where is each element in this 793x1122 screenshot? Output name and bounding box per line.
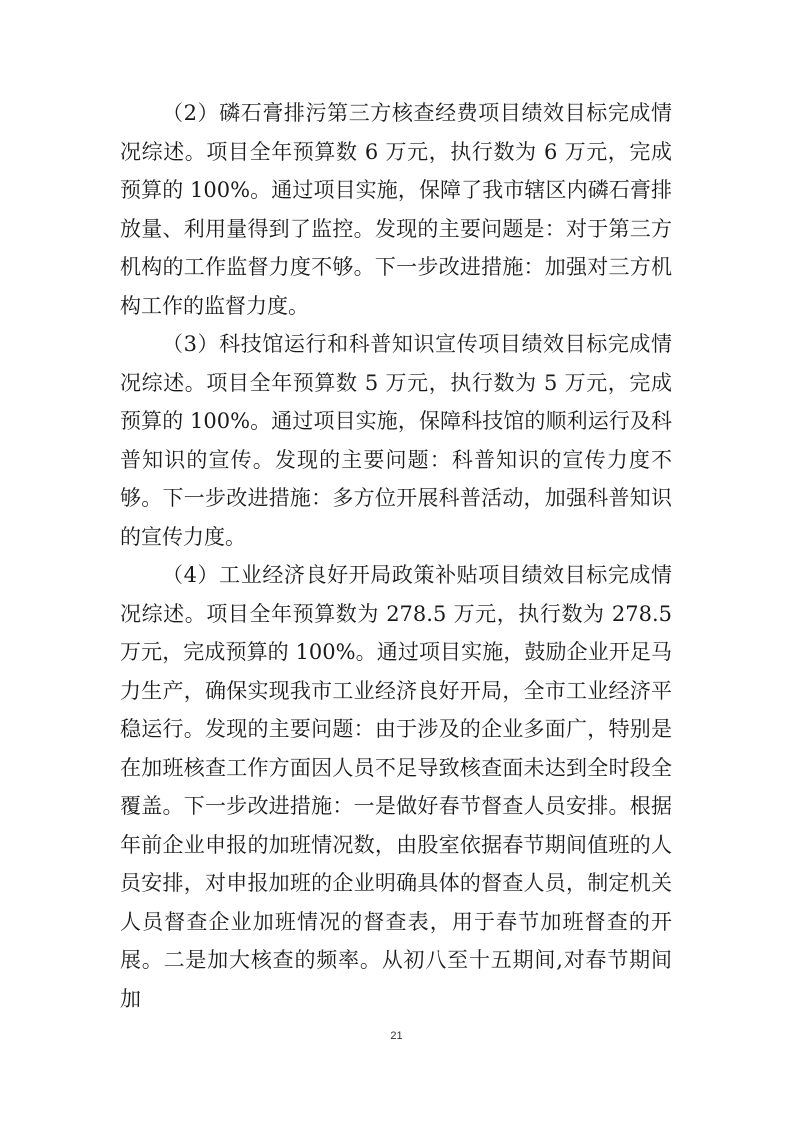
body-text	[120, 94, 672, 1018]
paragraph-science-museum: （3）科技馆运行和科普知识宣传项目绩效目标完成情况综述。项目全年预算数 5 万元，执行数为 5 万元，完成预算的 100%。通过项目实施，保障科技馆的顺利运行及科普知识的宣传。发现的主要问题：科普知识的宣传力度不够。下一步改进措施：多方位开展科普活动，加强科普知识的宣传力度。	[120, 332, 672, 549]
paragraph-industrial-economy: （4）工业经济良好开局政策补贴项目绩效目标完成情况综述。项目全年预算数为 278.5 万元，执行数为 278.5 万元，完成预算的 100%。通过项目实施，鼓励企业开足马力生产，确保实现我市工业经济良好开局，全市工业经济平稳运行。发现的主要问题：由于涉及的企业多面广，特别是在加班核查工作方面因人员不足导致核查面未达到全时段全覆盖。下一步改进措施：一是做好春节督查人员安排。根据年前企业申报的加班情况数，由股室依据春节期间值班的人员安排，对申报加班的企业明确具体的督查人员，制定机关人员督查企业加班情况的督查表，用于春节加班督查的开展。二是加大核查的频率。从初八至十五期间,对春节期间加	[120, 563, 672, 1011]
paragraph-phosphogypsum: （2）磷石膏排污第三方核查经费项目绩效目标完成情况综述。项目全年预算数 6 万元，执行数为 6 万元，完成预算的 100%。通过项目实施，保障了我市辖区内磷石膏排放量、利用量得到了监控。发现的主要问题是：对于第三方机构的工作监督力度不够。下一步改进措施：加强对三方机构工作的监督力度。	[120, 101, 672, 318]
page-number: 21	[390, 1030, 403, 1042]
